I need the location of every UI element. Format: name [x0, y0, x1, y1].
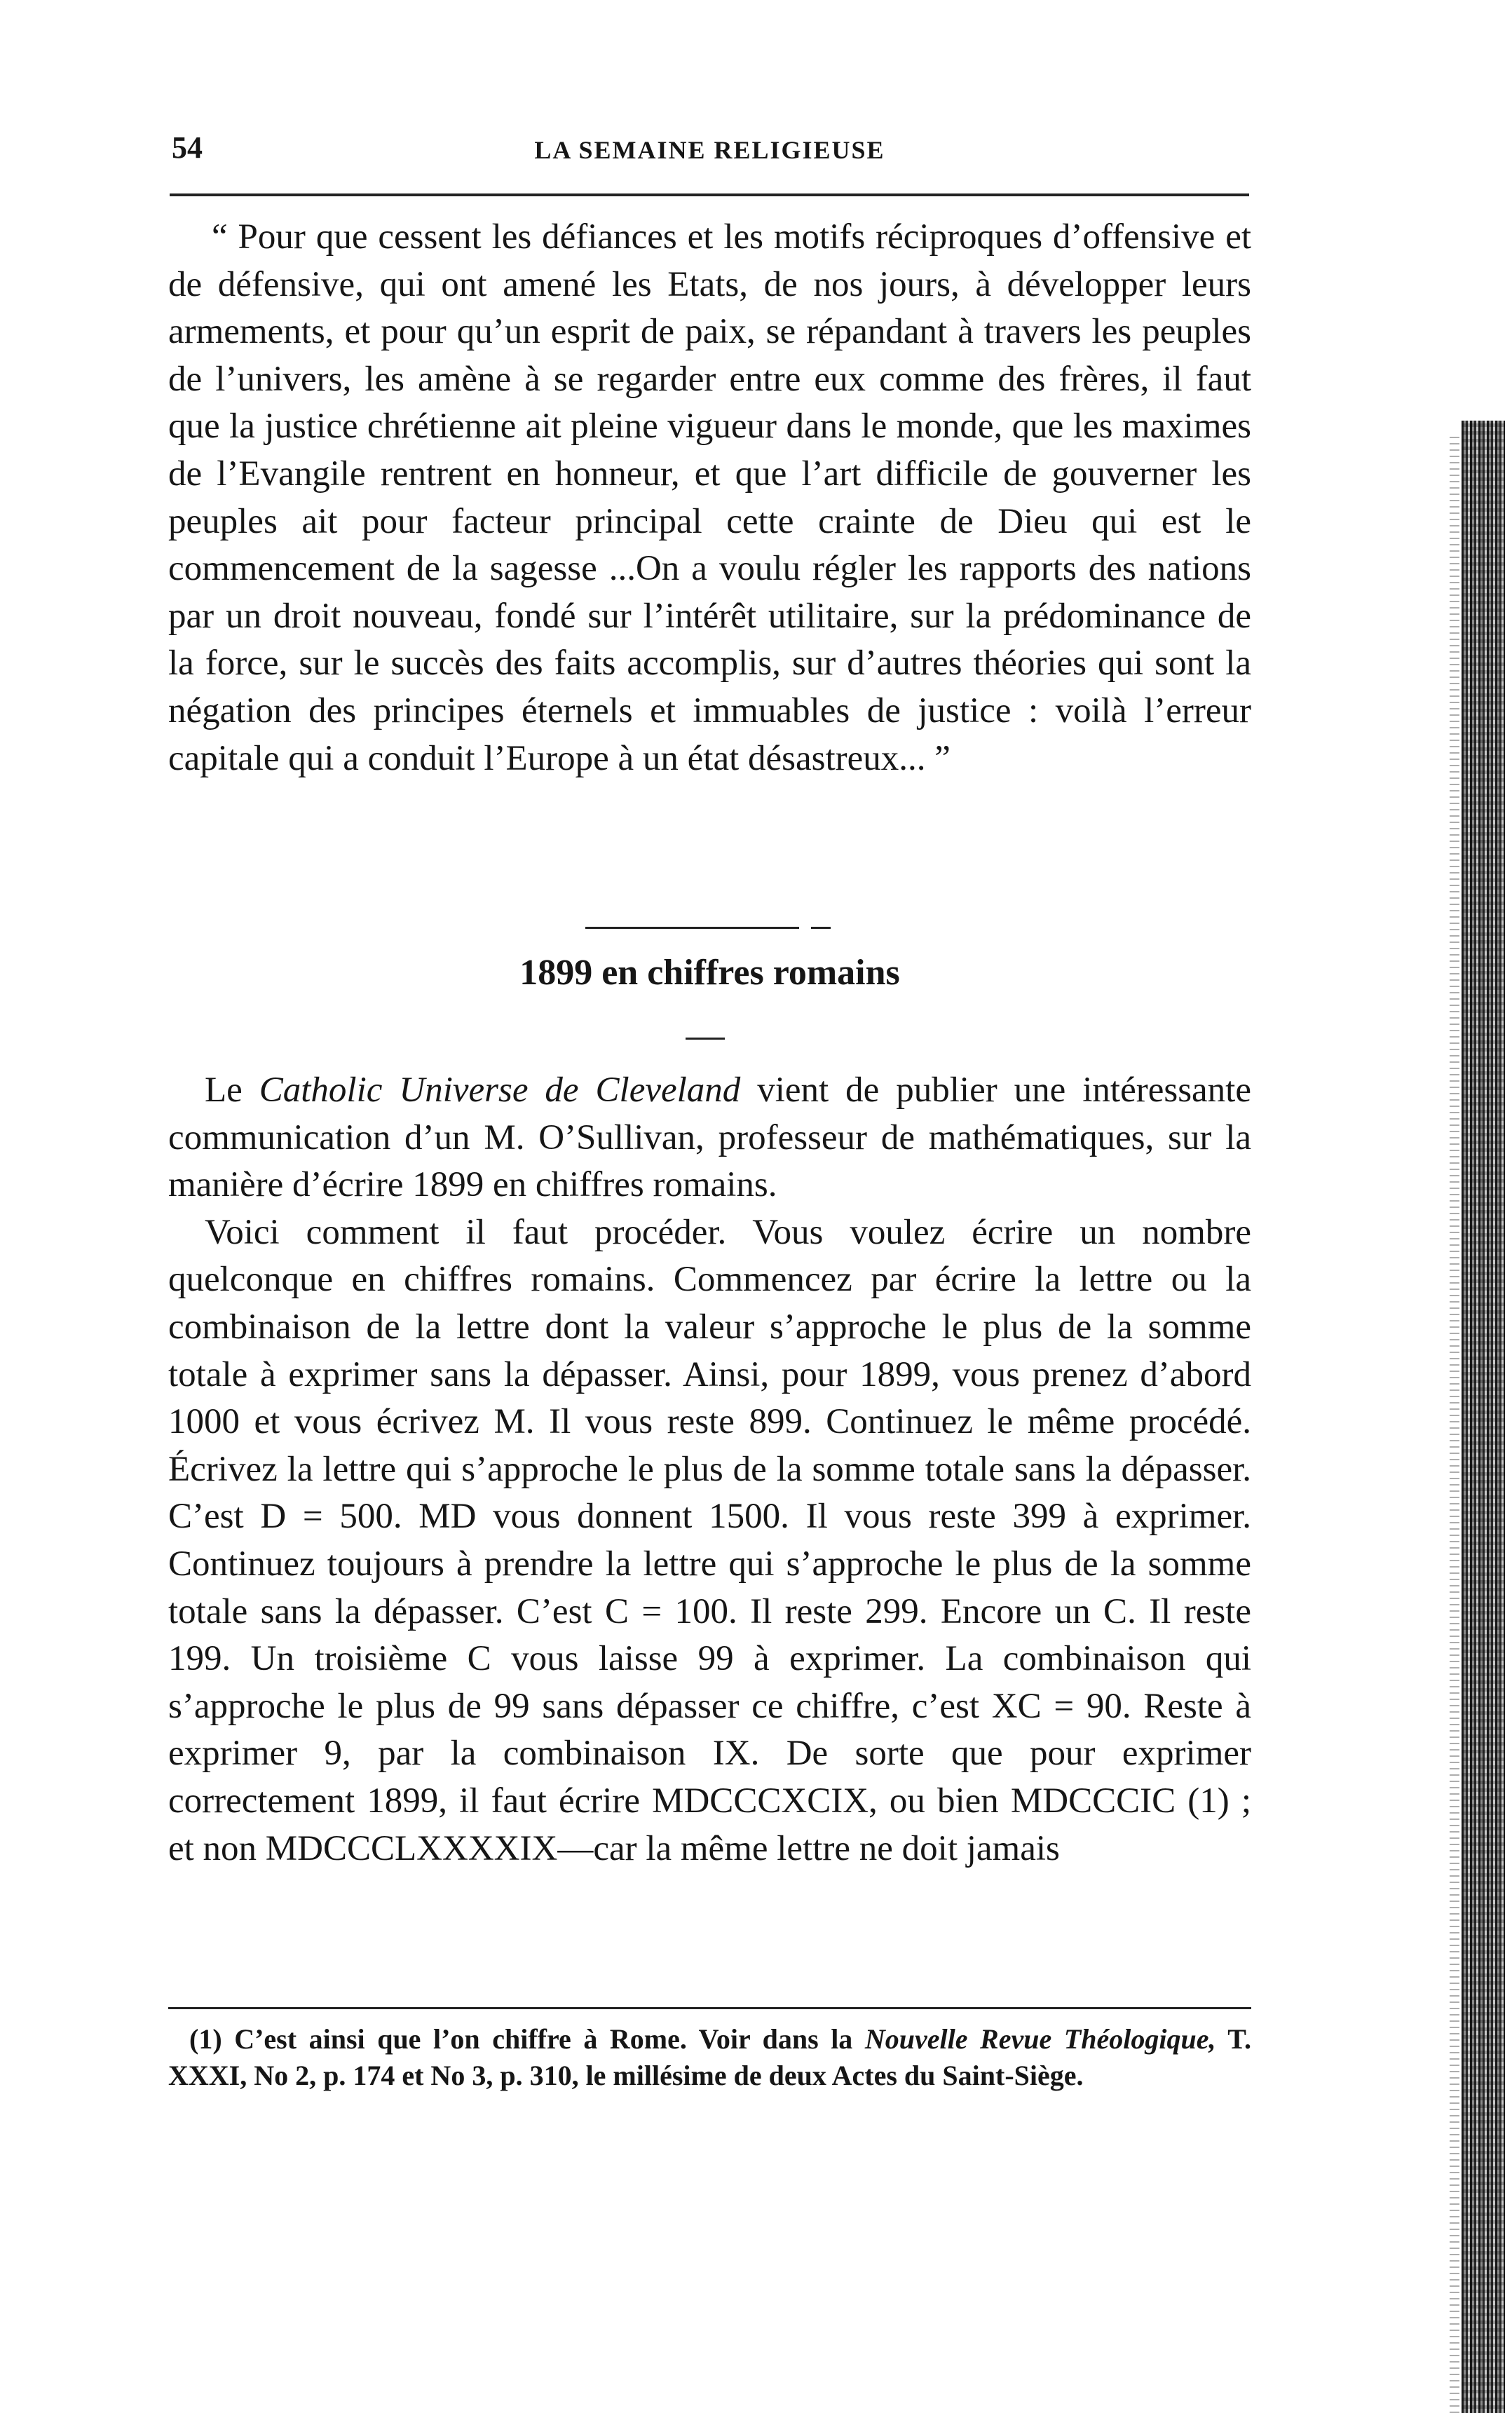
- running-header: [172, 130, 1248, 179]
- footnote-journal: Nouvelle Revue Théologique,: [864, 2023, 1216, 2055]
- footnote-rule: [168, 2007, 1251, 2009]
- section-title: 1899 en chiffres romains: [519, 953, 900, 993]
- article-paragraph-2: Voici comment il faut procéder. Vous voulez écrire un nombre quelconque en chiffres romains. Commencez par écrire la lettre ou la combinaison de la lettre dont la valeur s’approche le plus de la somme totale à exprimer sans la dépasser. Ainsi, pour 1899, vous prenez d’abord 1000 et vous écrivez M. Il vous reste 899. Continuez le même procédé. Écrivez la lettre qui s’approche le plus de la somme totale sans la dépasser. C’est D = 500. MD vous donnent 1500. Il vous reste 399 à exprimer. Continuez toujours à prendre la lettre qui s’approche le plus de la somme totale sans la dépasser. C’est C = 100. Il reste 299. Encore un C. Il reste 199. Un troisième C vous laisse 99 à exprimer. La combinaison qui s’approche le plus de 99 sans dépasser ce chiffre, c’est XC = 90. Reste à exprimer 9, par la combinaison IX. De sorte que pour exprimer correctement 1899, il faut écrire MDCCCXCIX, ou bien MDCCCIC (1) ; et non MDCCCLXXXXIX—car la même lettre ne doit jamais: [168, 1212, 1251, 1868]
- header-rule: [170, 193, 1249, 196]
- footnote-rest: T. XXXI, No 2, p. 174 et No 3, p. 310, le millésime de deux Actes du Saint-Siège.: [168, 2023, 1251, 2091]
- footnote: [168, 2021, 1251, 2094]
- article-p1-rest: vient de publier une intéressante communication d’un M. O’Sullivan, professeur de mathématiques, sur la manière d’écrire 1899 en chiffres romains.: [168, 1070, 1251, 1205]
- binding-edge-shadow: [1450, 435, 1459, 2413]
- title-rule: [686, 1038, 725, 1040]
- article-paragraph-1: [168, 1067, 1251, 1209]
- article-p1-prefix: Le: [205, 1070, 259, 1110]
- page-number: 54: [172, 130, 203, 165]
- publication-name: Catholic Universe de Cleveland: [259, 1070, 741, 1110]
- section-divider-short: [811, 927, 831, 929]
- binding-edge: [1462, 421, 1505, 2413]
- article-body: [168, 1067, 1251, 1872]
- quotation-paragraph: “ Pour que cessent les défiances et les motifs réciproques d’offensive et de défensive, qui ont amené les Etats, de nos jours, à développer leurs armements, et pour qu’un esprit de paix, se répandant à travers les peuples de l’univers, les amène à se regarder entre eux comme des frères, il faut que la justice chrétienne ait pleine vigueur dans le monde, que les maximes de l’Evangile rentrent en honneur, et que l’art difficile de gouverner les peuples ait pour facteur principal cette crainte de Dieu qui est le commencement de la sagesse ...On a voulu régler les rapports des nations par un droit nouveau, fondé sur l’intérêt utilitaire, sur la prédominance de la force, sur le succès des faits accomplis, sur d’autres théories qui sont la négation des principes éternels et immuables de justice : voilà l’erreur capitale qui a conduit l’Europe à un état désastreux... ”: [168, 217, 1251, 778]
- section-divider-long: [585, 927, 799, 929]
- journal-title: LA SEMAINE RELIGIEUSE: [534, 136, 885, 164]
- footnote-prefix: (1) C’est ainsi que l’on chiffre à Rome. Voir dans la: [189, 2023, 865, 2055]
